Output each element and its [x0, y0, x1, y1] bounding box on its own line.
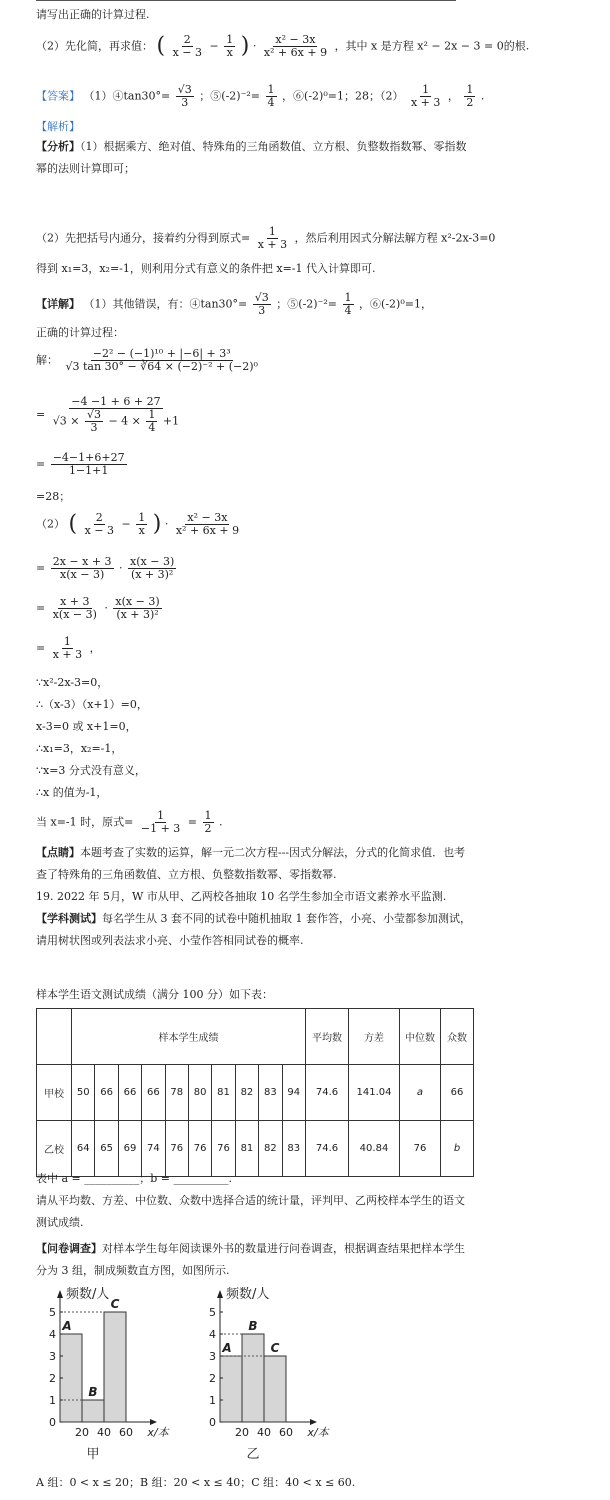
part2-step-3	[36, 636, 101, 661]
x-axis-arrow	[310, 1419, 317, 1425]
line-instruction: 请写出正确的计算过程.	[36, 8, 150, 21]
score-cell: 69	[118, 1121, 141, 1177]
histogram-bar	[60, 1334, 82, 1422]
median-cell: 76	[400, 1121, 441, 1177]
y-tick-label: 3	[49, 1350, 56, 1363]
y-tick-label: 3	[209, 1350, 216, 1363]
solution-label: 解：	[36, 353, 58, 367]
bar-label: B	[248, 1319, 258, 1333]
var-cell: 40.84	[349, 1121, 400, 1177]
histogram-bar	[82, 1400, 104, 1422]
answer-line	[36, 84, 484, 109]
table-row	[37, 1121, 474, 1177]
q2-prefix: （2）先化简，再求值：	[36, 39, 153, 53]
analysis-text: （2）先把括号内通分，接着约分得到原式=	[36, 231, 251, 245]
score-cell: 64	[72, 1121, 95, 1177]
fraction: $\frac{x + 3}{x(x - 3)}$	[52, 595, 97, 621]
part2-step-0	[36, 512, 243, 537]
dot-sign: ·	[252, 39, 257, 53]
answer-text: （1）④tan30°=	[83, 89, 171, 103]
chart-title: 甲	[86, 1447, 100, 1462]
x-tick-label: 20	[75, 1426, 89, 1439]
solution-step-1	[36, 396, 183, 434]
analysis-4: 得到 x₁=3，x₂=-1，则利用分式有意义的条件把 x=-1 代入计算即可.	[36, 262, 376, 275]
subject-test-text: 每名学生从 3 套不同的试卷中随机抽取 1 套作答，小亮、小莹都参加测试，	[102, 912, 471, 925]
solution-step-2	[36, 452, 129, 477]
detail-text: （1）其他错误，有：④tan30°=	[83, 297, 248, 311]
mean-cell: 74.6	[306, 1121, 349, 1177]
y-tick-label: 0	[209, 1416, 216, 1429]
score-cell: 66	[142, 1065, 165, 1121]
subject-test-tag: 【学科测试】	[36, 912, 102, 925]
score-cell: 81	[212, 1065, 235, 1121]
histogram-jia	[30, 1282, 190, 1472]
top-rule	[36, 0, 456, 1]
fraction: $\frac{1}{x + 3}$	[257, 225, 288, 251]
score-cell: 81	[235, 1121, 258, 1177]
y-tick-label: 4	[209, 1328, 216, 1341]
reason-6: ∴x 的值为-1，	[36, 786, 108, 799]
subject-test-1	[36, 912, 471, 926]
table-corner	[37, 1009, 72, 1065]
note-tag: 【点睛】	[36, 846, 80, 859]
fraction: $\frac{√3}{3}$	[254, 291, 269, 317]
score-cell: 66	[118, 1065, 141, 1121]
q2-lparen: (	[156, 33, 166, 59]
result-28: =28；	[36, 490, 71, 503]
note-2: 查了特殊角的三角函数值、立方根、负整数指数幂、零指数幂.	[36, 868, 337, 881]
fraction: $\frac{1}{4}$	[267, 83, 275, 109]
histogram-bar	[104, 1312, 126, 1422]
fraction: $\frac{2x - x + 3}{x(x - 3)}$	[52, 555, 112, 581]
header-median: 中位数	[400, 1009, 441, 1065]
fraction: $\frac{x(x - 3)}{\text{(x + 3)²}}$	[130, 555, 175, 581]
analysis-text: ，然后利用因式分解法解方程 x²-2x-3=0	[294, 231, 496, 245]
detail-text: ，⑥(-2)⁰=1，	[359, 297, 432, 311]
score-cell: 80	[188, 1065, 211, 1121]
survey-tag: 【问卷调查】	[36, 1242, 102, 1255]
question-19: 19. 2022 年 5月，W 市从甲、乙两校各抽取 10 名学生参加全市语文素养水平监测.	[36, 890, 447, 903]
survey-1	[36, 1242, 465, 1256]
survey-text: 对样本学生每年阅读课外书的数量进行问卷调查，根据调查结果把样本学生	[102, 1242, 465, 1255]
dot-sign: ·	[104, 601, 108, 615]
fraction: $\frac{1}{x + 3}$	[52, 635, 83, 661]
x-tick-label: 40	[97, 1426, 111, 1439]
fraction: $\frac{\text{x² − 3x}}{\text{x² + 6x + 9}}$	[175, 511, 240, 537]
answer-text: ；⑤(-2)⁻²=	[199, 89, 261, 103]
x-tick-label: 60	[119, 1426, 133, 1439]
y-tick-label: 2	[49, 1372, 56, 1385]
header-mean: 平均数	[306, 1009, 349, 1065]
mode-cell: 66	[441, 1065, 474, 1121]
table-title: 样本学生语文测试成绩（满分 100 分）如下表：	[36, 988, 273, 1001]
detail-text: ；⑤(-2)⁻²=	[276, 297, 338, 311]
score-cell: 78	[165, 1065, 188, 1121]
equals-sign: =	[36, 561, 46, 575]
fraction: −4 −1 + 6 + 27 √3 × $\frac{√3}{3}$ − 4 × $\frac{1}{4}$ +1	[52, 395, 180, 434]
ask-line-1: 请从平均数、方差、中位数、众数中选择合适的统计量，评判甲、乙两校样本学生的语文	[36, 1194, 465, 1207]
groups-legend: A 组：0 < x ≤ 20；B 组：20 < x ≤ 40；C 组：40 < x ≤ 60.	[36, 1476, 356, 1489]
fraction: $\frac{1}{2}$	[204, 809, 212, 835]
part-label: （2）	[36, 517, 65, 531]
part2-step-1	[36, 556, 178, 581]
scores-table	[36, 1008, 474, 1177]
score-cell: 83	[282, 1121, 305, 1177]
analysis-text: （1）根据乘方、绝对值、特殊角的三角函数值、立方根、负整数指数幂、零指数	[80, 140, 467, 153]
score-cell: 76	[212, 1121, 235, 1177]
fraction: $\frac{1}{2}$	[466, 83, 474, 109]
question-2	[36, 34, 529, 59]
fraction: $\frac{1}{x}$	[226, 33, 234, 59]
lparen: (	[68, 511, 78, 537]
x-tick-label: 60	[279, 1426, 293, 1439]
ask-line-2: 测试成绩.	[36, 1216, 84, 1229]
school-cell: 乙校	[37, 1121, 72, 1177]
subject-test-2: 请用树状图或列表法求小亮、小莹作答相同试卷的概率.	[36, 934, 304, 947]
fraction: $\frac{1}{x + 3}$	[410, 83, 441, 109]
reason-1: ∵x²-2x-3=0，	[36, 676, 109, 689]
var-cell: 141.04	[349, 1065, 400, 1121]
period: .	[480, 89, 485, 103]
y-tick-label: 2	[209, 1372, 216, 1385]
x-axis-label: x/本	[307, 1426, 329, 1439]
x-tick-label: 20	[235, 1426, 249, 1439]
x-axis-arrow	[150, 1419, 157, 1425]
score-cell: 66	[95, 1065, 118, 1121]
y-axis-label: 频数/人	[226, 1287, 270, 1302]
table-header-row	[37, 1009, 474, 1065]
bar-label: A	[62, 1319, 72, 1333]
bar-label: C	[110, 1297, 120, 1311]
detail-tag: 【详解】	[36, 297, 80, 311]
histogram-bar	[220, 1356, 242, 1422]
equals-sign: =	[36, 601, 46, 615]
detail-line	[36, 292, 432, 317]
score-cell: 76	[165, 1121, 188, 1177]
y-tick-label: 5	[49, 1306, 56, 1319]
y-tick-label: 4	[49, 1328, 56, 1341]
fill-blank-line: 表中 a = __________；b = __________.	[36, 1172, 233, 1185]
histogram-bar	[242, 1334, 264, 1422]
bar-label: B	[88, 1385, 98, 1399]
header-var: 方差	[349, 1009, 400, 1065]
school-cell: 甲校	[37, 1065, 72, 1121]
q2-rparen: )	[240, 33, 250, 59]
jiexi-tag: 【解析】	[36, 120, 80, 133]
y-tick-label: 1	[209, 1394, 216, 1407]
equals-sign: =	[36, 641, 46, 655]
bar-label: A	[222, 1341, 232, 1355]
mode-cell: b	[441, 1121, 474, 1177]
chart-title: 乙	[246, 1447, 260, 1462]
score-cell: 50	[72, 1065, 95, 1121]
reason-5: ∵x=3 分式没有意义，	[36, 764, 146, 777]
fraction: $\frac{2}{x - 3}$	[84, 511, 115, 537]
y-axis-label: 频数/人	[66, 1287, 110, 1302]
median-cell: a	[400, 1065, 441, 1121]
score-cell: 82	[235, 1065, 258, 1121]
note-text: 本题考查了实数的运算，解一元二次方程---因式分解法，分式的化简求值．也考	[80, 846, 466, 859]
score-cell: 82	[259, 1121, 282, 1177]
header-mode: 众数	[441, 1009, 474, 1065]
y-axis-arrow	[217, 1290, 223, 1298]
y-tick-label: 5	[209, 1306, 216, 1319]
fraction: $\frac{1}{x}$	[138, 511, 146, 537]
header-scores: 样本学生成绩	[72, 1009, 306, 1065]
score-cell: 94	[282, 1065, 305, 1121]
y-tick-label: 0	[49, 1416, 56, 1429]
fraction: $\frac{-4-1+6+27}{1-1+1}$	[52, 451, 125, 477]
analysis-2: 幂的法则计算即可；	[36, 162, 135, 175]
solution-step-0	[36, 348, 262, 373]
fraction: $\frac{1}{-1 + 3}$	[140, 809, 181, 835]
dot-sign: ·	[164, 517, 169, 531]
dot-sign: ·	[119, 561, 123, 575]
histogram-bar	[264, 1356, 286, 1422]
score-cell: 65	[95, 1121, 118, 1177]
fraction: $\frac{√3}{3}$	[177, 83, 192, 109]
score-cell: 76	[188, 1121, 211, 1177]
fraction: $\frac{\text{−2² − (−1)¹⁰ + |−6| + 3³}}{\text{√3 tan 30° − ∛64 × (−2)⁻² + (−2)⁰}}$	[65, 347, 258, 373]
minus-sign: −	[121, 517, 131, 531]
fraction: $\frac{1}{4}$	[344, 291, 352, 317]
substitute-text: 当 x=-1 时，原式=	[36, 815, 134, 829]
survey-2: 分为 3 组，制成频数直方图，如图所示.	[36, 1264, 230, 1277]
answer-tag: 【答案】	[36, 89, 80, 103]
bar-label: C	[270, 1341, 280, 1355]
analysis-tag: 【分析】	[36, 140, 80, 153]
answer-text: ，⑥(-2)⁰=1；28；（2）	[282, 89, 404, 103]
rparen: )	[152, 511, 162, 537]
answer-text: ，	[447, 89, 459, 103]
reason-3: x-3=0 或 x+1=0，	[36, 720, 137, 733]
table-row	[37, 1065, 474, 1121]
substitute-line	[36, 810, 223, 835]
period: .	[219, 815, 223, 829]
score-cell: 74	[142, 1121, 165, 1177]
reason-2: ∴（x-3）（x+1）=0，	[36, 698, 148, 711]
mean-cell: 74.6	[306, 1065, 349, 1121]
reason-4: ∴x₁=3，x₂=-1，	[36, 742, 123, 755]
part2-step-2	[36, 596, 164, 621]
q2-suffix: ，其中 x 是方程 x² − 2x − 3 = 0的根.	[334, 39, 530, 53]
correct-process: 正确的计算过程：	[36, 326, 124, 339]
y-tick-label: 1	[49, 1394, 56, 1407]
analysis-3	[36, 226, 495, 251]
analysis-1	[36, 140, 467, 154]
equals-sign: =	[36, 408, 46, 421]
equals-sign: =	[36, 457, 46, 471]
y-axis-arrow	[57, 1290, 63, 1298]
x-axis-label: x/本	[147, 1426, 169, 1439]
equals-sign: =	[187, 815, 198, 829]
fraction: $\frac{2}{x - 3}$	[172, 33, 203, 59]
fraction: $\frac{x(x - 3)}{\text{(x + 3)²}}$	[115, 595, 160, 621]
minus-sign: −	[209, 39, 219, 53]
x-tick-label: 40	[257, 1426, 271, 1439]
fraction: $\frac{\text{x² − 3x}}{\text{x² + 6x + 9}}$	[263, 33, 328, 59]
note-1	[36, 846, 465, 860]
score-cell: 83	[259, 1065, 282, 1121]
comma: ，	[89, 641, 101, 655]
histogram-yi	[190, 1282, 350, 1472]
